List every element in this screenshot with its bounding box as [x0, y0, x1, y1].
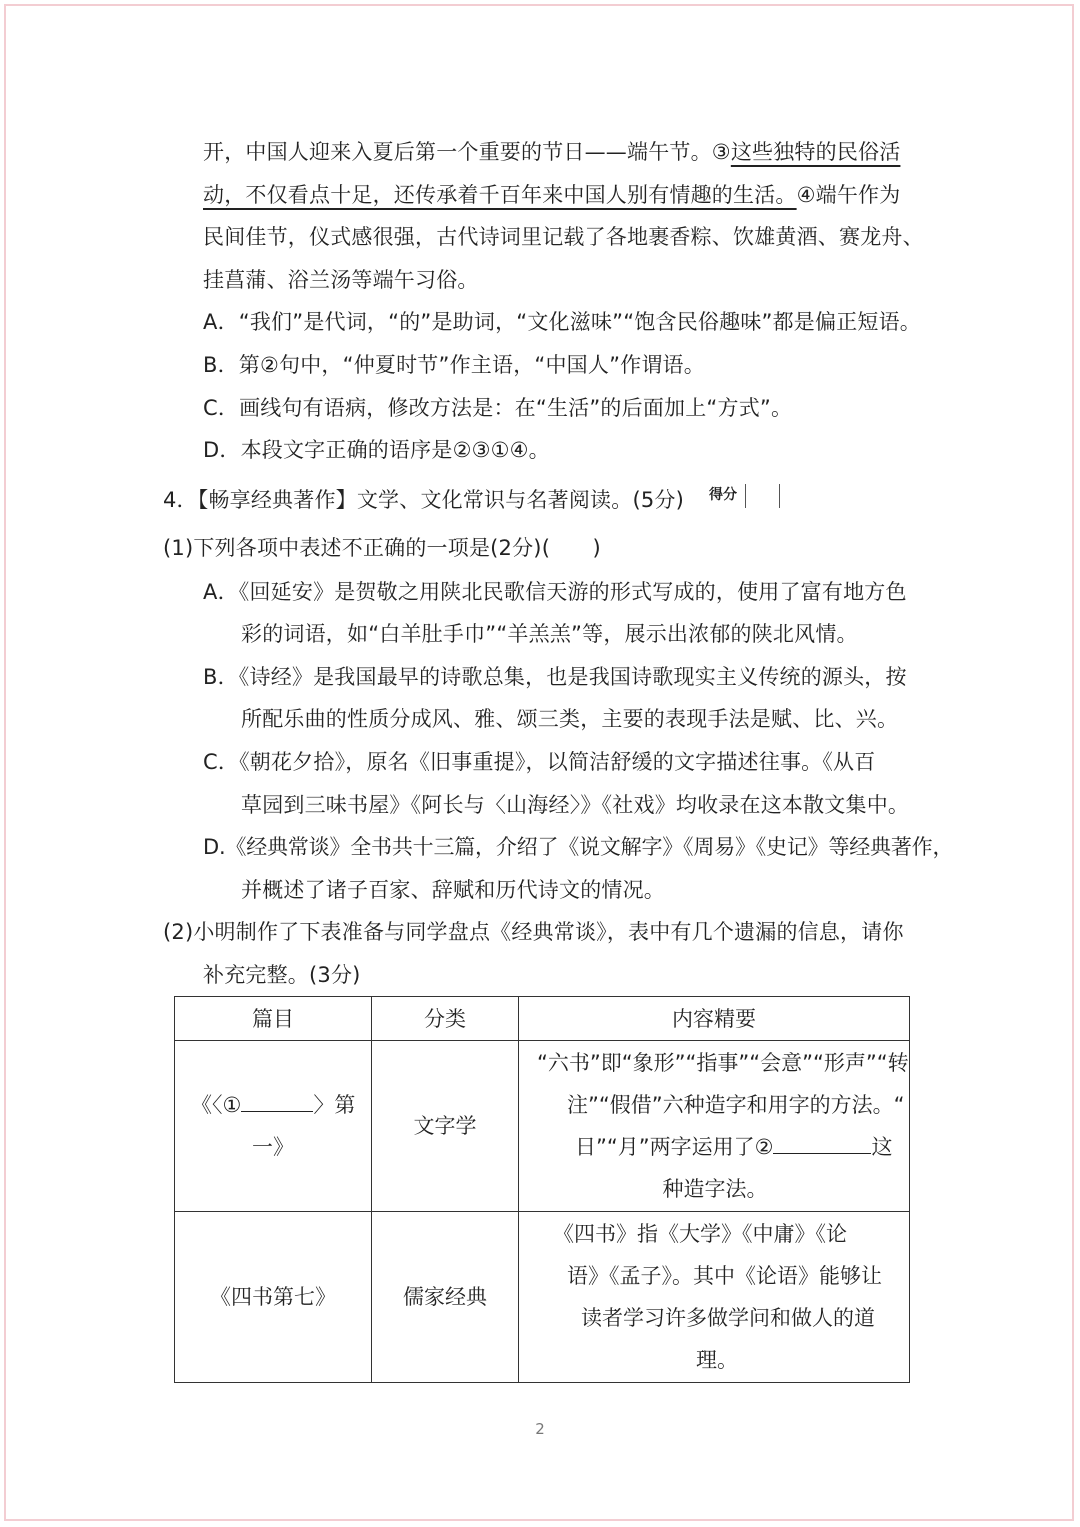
q4-option-c-line1: C．《朝花夕拾》，原名《旧事重提》，以简洁舒缓的文字描述往事。《从百 [203, 750, 876, 774]
table-row [175, 1041, 910, 1212]
row1-summary: “六书”即“象形”“指事”“会意”“形声”“转 注”“假借”六种造字和用字的方法。“ 日”“月”两字运用了② 这 种造字法。 [519, 1041, 910, 1212]
q4-option-b-line2: 所配乐曲的性质分成风、雅、颂三类，主要的表现手法是赋、比、兴。 [241, 707, 899, 731]
q3-option-b: B．第②句中，“仲夏时节”作主语，“中国人”作谓语。 [203, 353, 705, 377]
q4-sub2-line1: (2)小明制作了下表准备与同学盘点《经典常谈》，表中有几个遗漏的信息，请你 [163, 920, 904, 944]
row1-category: 文字学 [372, 1041, 519, 1212]
q4-option-c-line2: 草园到三味书屋》《阿长与〈山海经〉》《社戏》均收录在这本散文集中。 [241, 793, 910, 817]
passage-line-3: 民间佳节，仪式感很强，古代诗词里记载了各地裹香粽、饮雄黄酒、赛龙舟、 [203, 225, 924, 249]
q4-title: 4．【畅享经典著作】文学、文化常识与名著阅读。(5分) [163, 488, 685, 512]
page-number: 2 [535, 1420, 545, 1438]
table-header-row [175, 997, 910, 1041]
q4-option-b-line1: B．《诗经》是我国最早的诗歌总集，也是我国诗歌现实主义传统的源头，按 [203, 665, 907, 689]
score-box-divider-left [745, 484, 746, 508]
q4-sub2-line2: 补充完整。(3分) [203, 963, 361, 987]
q4-option-a-line2: 彩的词语，如“白羊肚手巾”“羊羔羔”等，展示出浓郁的陕北风情。 [241, 622, 858, 646]
passage-line-4: 挂菖蒲、浴兰汤等端午习俗。 [203, 268, 479, 292]
row2-summary: 《四书》指《大学》《中庸》《论 语》《孟子》。其中《论语》能够让 读者学习许多做学问和做人的道 理。 [519, 1212, 910, 1383]
row2-category: 儒家经典 [372, 1212, 519, 1383]
q4-option-d-line1: D.《经典常谈》全书共十三篇，介绍了《说文解字》《周易》《史记》等经典著作， [203, 835, 954, 859]
table-row [175, 1212, 910, 1383]
q3-option-a: A．“我们”是代词，“的”是助词，“文化滋味”“饱含民俗趣味”都是偏正短语。 [203, 310, 921, 334]
q3-option-c: C．画线句有语病，修改方法是：在“生活”的后面加上“方式”。 [203, 396, 793, 420]
q4-option-d-line2: 并概述了诸子百家、辞赋和历代诗文的情况。 [241, 878, 665, 902]
score-label: 得分 [709, 487, 737, 503]
fill-blank-2[interactable] [773, 1131, 871, 1154]
passage-line-2: 动，不仅看点十足，还传承着千百年来中国人别有情趣的生活。④端午作为 [203, 183, 901, 207]
q4-option-a-line1: A．《回延安》是贺敬之用陕北民歌信天游的形式写成的，使用了富有地方色 [203, 580, 907, 604]
classics-table [174, 996, 910, 1383]
header-summary: 内容精要 [519, 997, 910, 1041]
score-box-divider-right [779, 484, 780, 508]
header-title: 篇目 [175, 997, 372, 1041]
passage-line-1: 开，中国人迎来入夏后第一个重要的节日——端午节。③这些独特的民俗活 [203, 140, 901, 164]
row2-title: 《四书第七》 [175, 1212, 372, 1383]
header-category: 分类 [372, 997, 519, 1041]
row1-title: 《〈① 〉第 一》 [175, 1041, 372, 1212]
q3-option-d: D．本段文字正确的语序是②③①④。 [203, 438, 550, 462]
q4-sub1: (1)下列各项中表述不正确的一项是(2分)( ) [163, 536, 601, 560]
fill-blank-1[interactable] [241, 1089, 313, 1112]
